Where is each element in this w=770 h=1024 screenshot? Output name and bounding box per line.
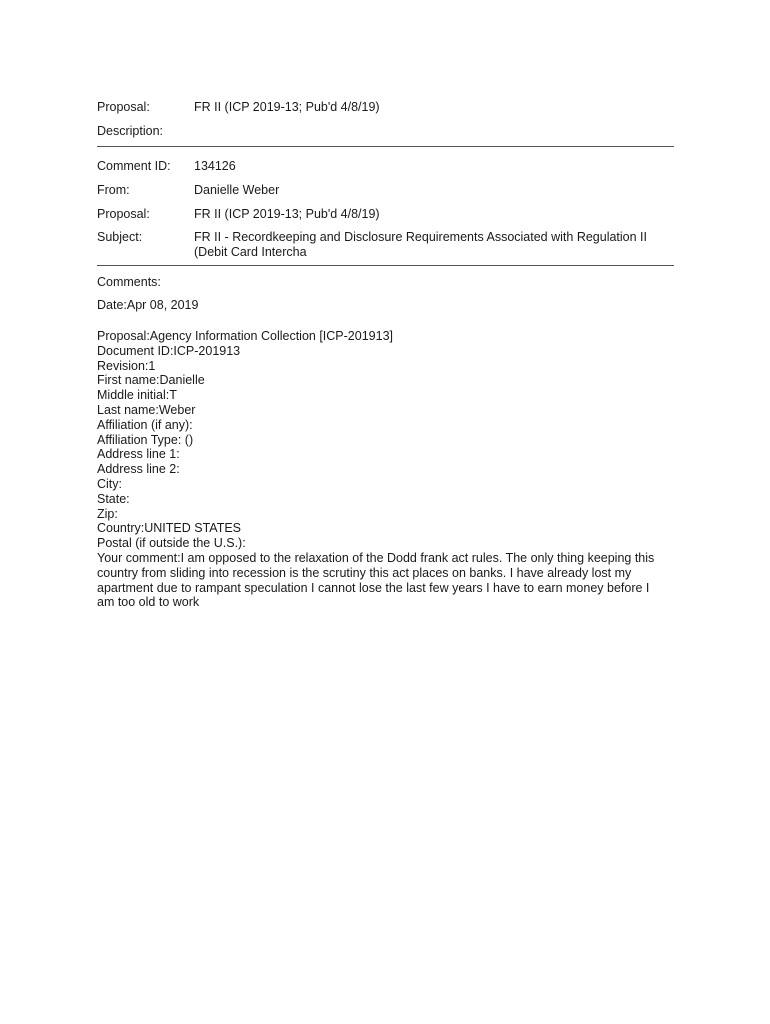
comment-body bbox=[97, 329, 674, 610]
header-description-row bbox=[97, 124, 674, 139]
comment-date: Date:Apr 08, 2019 bbox=[97, 298, 199, 312]
meta-divider bbox=[97, 265, 674, 266]
header-description-label: Description: bbox=[97, 124, 163, 138]
comment-line: Your comment:I am opposed to the relaxation of the Dodd frank act rules. The only thing keeping this bbox=[97, 550, 655, 565]
comment-line: Middle initial:T bbox=[97, 388, 177, 403]
comment-line: apartment due to rampant speculation I cannot lose the last few years I have to earn money before I bbox=[97, 580, 650, 595]
comment-id-label: Comment ID: bbox=[97, 159, 171, 173]
comment-line: Document ID:ICP-201913 bbox=[97, 343, 241, 358]
header-proposal-label: Proposal: bbox=[97, 100, 150, 114]
comment-line: First name:Danielle bbox=[97, 373, 205, 388]
comment-line: Postal (if outside the U.S.): bbox=[97, 536, 246, 551]
subject-line-2: (Debit Card Intercha bbox=[194, 245, 307, 259]
proposal-value: FR II (ICP 2019-13; Pub'd 4/8/19) bbox=[194, 207, 380, 221]
comment-line: Affiliation Type: () bbox=[97, 432, 194, 447]
subject-line-1: FR II - Recordkeeping and Disclosure Requirements Associated with Regulation II bbox=[194, 230, 647, 244]
comment-line: country from sliding into recession is the scrutiny this act places on banks. I have already lost my bbox=[97, 565, 632, 580]
comment-line: Zip: bbox=[97, 506, 118, 521]
comment-date-row bbox=[97, 298, 674, 313]
subject-value bbox=[194, 230, 674, 260]
subject-label: Subject: bbox=[97, 230, 143, 244]
comment-line: Last name:Weber bbox=[97, 402, 196, 417]
comment-line: Proposal:Agency Information Collection [ICP-201913] bbox=[97, 329, 393, 343]
comment-line: Address line 1: bbox=[97, 447, 180, 462]
proposal-label: Proposal: bbox=[97, 207, 150, 221]
comment-line: Revision:1 bbox=[97, 358, 156, 373]
comment-id-row bbox=[97, 159, 674, 174]
subject-row bbox=[97, 230, 674, 260]
from-value: Danielle Weber bbox=[194, 183, 280, 197]
comment-document bbox=[97, 100, 674, 610]
comment-line: am too old to work bbox=[97, 595, 200, 610]
header-divider bbox=[97, 146, 674, 147]
comment-line: Address line 2: bbox=[97, 462, 180, 477]
comment-line: Affiliation (if any): bbox=[97, 417, 193, 432]
comment-line: City: bbox=[97, 476, 122, 491]
header-proposal-row bbox=[97, 100, 674, 115]
from-label: From: bbox=[97, 183, 130, 197]
comment-line: State: bbox=[97, 491, 130, 506]
header-proposal-value: FR II (ICP 2019-13; Pub'd 4/8/19) bbox=[194, 100, 380, 114]
proposal-row bbox=[97, 207, 674, 222]
comment-id-value: 134126 bbox=[194, 159, 236, 173]
from-row bbox=[97, 183, 674, 198]
comments-label: Comments: bbox=[97, 275, 161, 289]
comment-line: Country:UNITED STATES bbox=[97, 521, 242, 536]
comments-label-row bbox=[97, 275, 674, 290]
